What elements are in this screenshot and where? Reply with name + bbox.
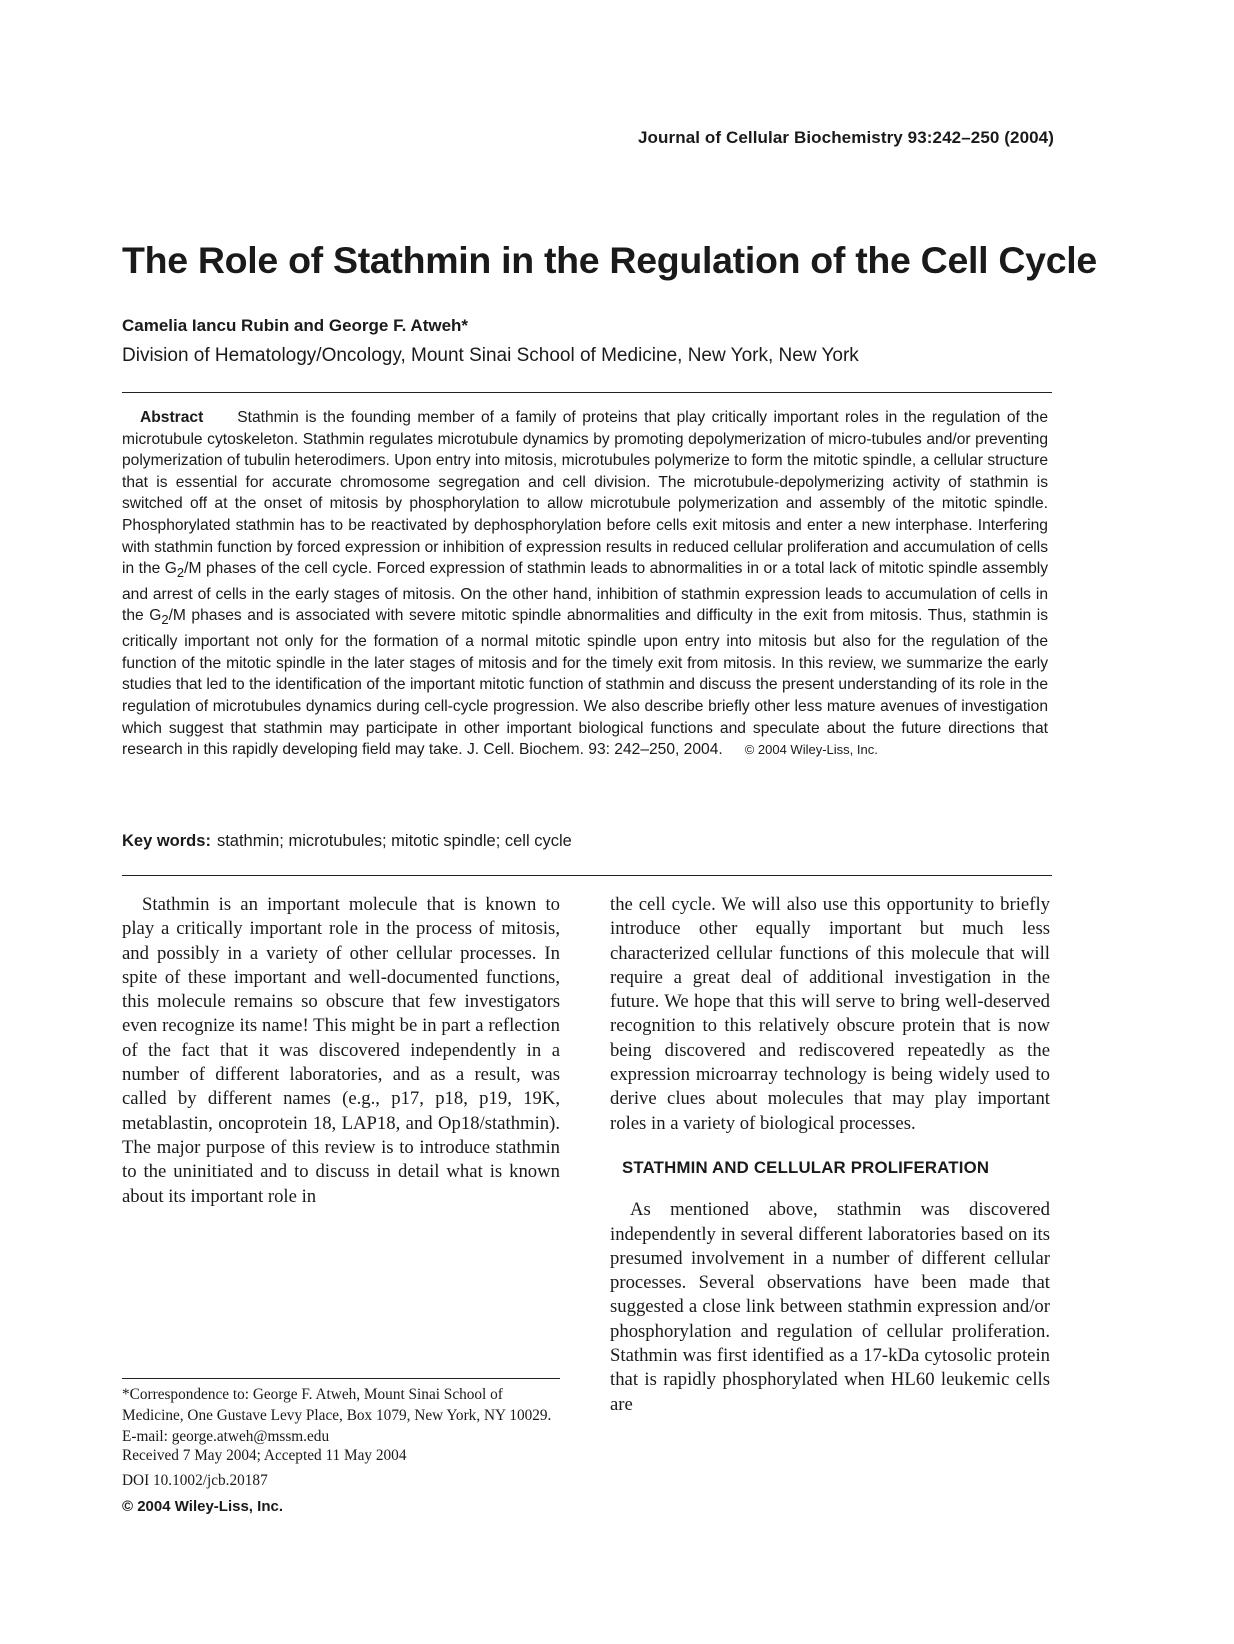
footer-copyright: © 2004 Wiley-Liss, Inc. [122,1498,283,1515]
body-column-left [122,893,560,1209]
journal-citation: Journal of Cellular Biochemistry 93:242–250 (2004) [637,128,1054,147]
abstract-text-3: /M phases and is associated with severe mitotic spindle abnormalities and difficulty in the exit from mitosis. Thus, stathmin is critically important not only for the formation of a normal mitotic spindle upon entry into mitosis but also for the regulation of the function of the mitotic spindle in the later stages of mitosis and for the timely exit from mitosis. In this review, we summarize the early studies that led to the identification of the important mitotic function of stathmin and discuss the present understanding of its role in the regulation of microtubules dynamics during cell-cycle progression. We also describe briefly other less mature avenues of investigation which suggest that stathmin may participate in other important biological functions and speculate about the future directions that research in this rapidly developing field may take. J. Cell. Biochem. 93: 242–250, 2004. [122,607,1048,759]
divider-top [122,392,1052,393]
abstract-text-1: Stathmin is the founding member of a family of proteins that play critically important roles in the regulation of the microtubule cytoskeleton. Stathmin regulates microtubule dynamics by promoting depolymerization of micro-tubules and/or preventing polymerization of tubulin heterodimers. Upon entry into mitosis, microtubules polymerize to form the mitotic spindle, a cellular structure that is essential for accurate chromosome segregation and cell division. The microtubule-depolymerizing activity of stathmin is switched off at the onset of mitosis by phosphorylation to allow microtubule polymerization and assembly of the mitotic spindle. Phosphorylated stathmin has to be reactivated by dephosphorylation before cells exit mitosis and enter a new interphase. Interfering with stathmin function by forced expression or inhibition of expression results in reduced cellular proliferation and accumulation of cells in the G [122,409,1048,578]
footnote-divider [122,1378,560,1379]
abstract-label: Abstract [140,409,204,426]
body-column-right [610,893,1050,1417]
authors: Camelia Iancu Rubin and George F. Atweh* [122,316,469,335]
section-heading: STATHMIN AND CELLULAR PROLIFERATION [622,1157,990,1177]
body-paragraph: Stathmin is an important molecule that is known to play a critically important role in the process of mitosis, and possibly in a variety of other cellular processes. In spite of these important and well-documented functions, this molecule remains so obscure that few investigators even recognize its name! This might be in part a reflection of the fact that it was discovered independently in a number of different laboratories, and as a result, was called by different names (e.g., p17, p18, p19, 19K, metablastin, oncoprotein 18, LAP18, and Op18/stathmin). The major purpose of this review is to introduce stathmin to the uninitiated and to discuss in detail what is known about its important role in [122,894,560,1207]
abstract-text-2: /M phases of the cell cycle. Forced expression of stathmin leads to abnormalities in or a total lack of mitotic spindle assembly and arrest of cells in the early stages of mitosis. On the other hand, inhibition of stathmin expression leads to accumulation of cells in the G [122,560,1049,625]
affiliation: Division of Hematology/Oncology, Mount Sinai School of Medicine, New York, New York [122,345,859,366]
body-paragraph: the cell cycle. We will also use this opportunity to briefly introduce other equally important but much less characterized cellular functions of this molecule that will require a great deal of additional investigation in the future. We hope that this will serve to bring well-deserved recognition to this relatively obscure protein that is now being discovered and rediscovered repeatedly as the expression microarray technology is being widely used to derive clues about molecules that may play important roles in a variety of biological processes. [610,894,1050,1134]
received-dates: Received 7 May 2004; Accepted 11 May 2004 [122,1447,407,1464]
abstract-subscript-2: 2 [161,612,169,628]
body-paragraph: As mentioned above, stathmin was discovered independently in several different laboratories based on its presumed involvement in a number of different cellular processes. Several observations have been made that suggested a close link between stathmin expression and/or phosphorylation and regulation of cellular proliferation. Stathmin was first identified as a 17-kDa cytosolic protein that is rapidly phosphorylated when HL60 leukemic cells are [610,1199,1050,1415]
keywords-text: stathmin; microtubules; mitotic spindle; cell cycle [216,832,572,850]
abstract [122,407,1048,761]
abstract-copyright: © 2004 Wiley-Liss, Inc. [744,742,878,758]
abstract-subscript-1: 2 [176,565,185,581]
keywords-label: Key words: [122,832,211,850]
keywords [122,832,572,851]
footnote-correspondence [122,1384,562,1447]
article-title: The Role of Stathmin in the Regulation of the Cell Cycle [122,239,1097,281]
divider-middle [122,875,1052,876]
correspondence-text: *Correspondence to: George F. Atweh, Mount Sinai School of Medicine, One Gustave Levy Place, Box 1079, New York, NY 10029. E-mail: george.atweh@mssm.edu [122,1386,552,1445]
doi: DOI 10.1002/jcb.20187 [122,1472,268,1489]
